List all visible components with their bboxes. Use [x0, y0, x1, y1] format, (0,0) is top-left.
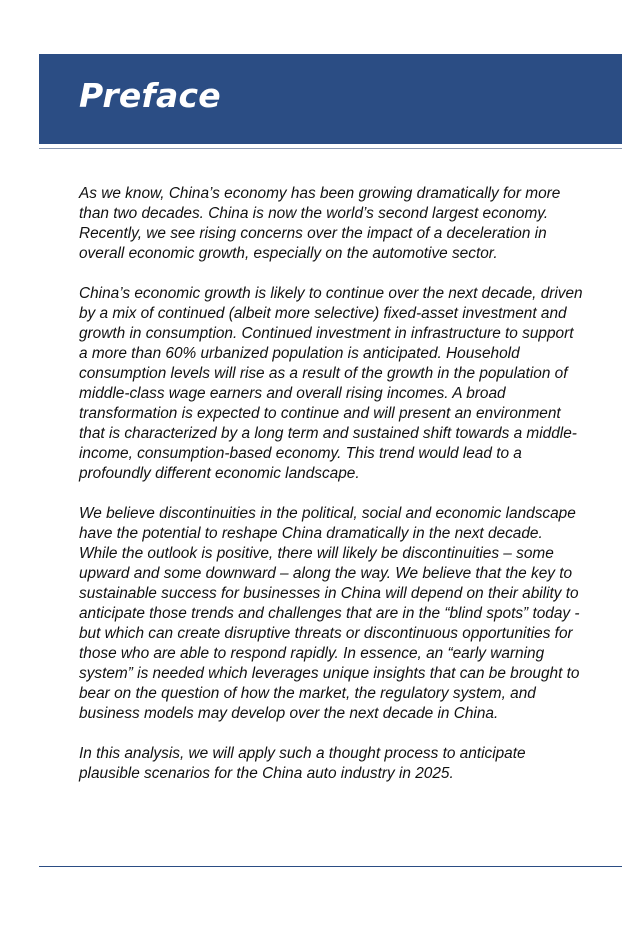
paragraph-analysis: In this analysis, we will apply such a thought process to anticipate plausible scenarios for the China auto industry in 2025. — [79, 745, 526, 782]
header-divider — [39, 148, 622, 149]
paragraph-economic-growth: China’s economic growth is likely to continue over the next decade, driven by a mix of continued (albeit more selective) fixed-asset investment and growth in consumption. Continued investment in infrastructure to support a more than 60% urbanized population is anticipated. Household consumption levels will rise as a result of the growth in the population of middle-class wage earners and overall rising incomes. A broad transformation is expected to continue and will present an environment that is characterized by a long term and sustained shift towards a middle-income, consumption-based economy. This trend would lead to a profoundly different economic landscape. — [79, 285, 583, 482]
preface-body — [79, 184, 584, 804]
paragraph-intro: As we know, China’s economy has been growing dramatically for more than two decades. China is now the world’s second largest economy. Recently, we see rising concerns over the impact of a deceleration in overall economic growth, especially on the automotive sector. — [79, 185, 561, 262]
footer-divider — [39, 866, 622, 867]
page-title: Preface — [79, 76, 221, 115]
header-band — [39, 54, 622, 144]
paragraph-discontinuities: We believe discontinuities in the political, social and economic landscape have the potential to reshape China dramatically in the next decade. While the outlook is positive, there will likely be discontinuities – some upward and some downward – along the way. We believe that the key to sustainable success for businesses in China will depend on their ability to anticipate those trends and challenges that are in the “blind spots” today - but which can create disruptive threats or discontinuous opportunities for those who are able to respond rapidly. In essence, an “early warning system” is needed which leverages unique insights that can be brought to bear on the question of how the market, the regulatory system, and business models may develop over the next decade in China. — [79, 505, 580, 722]
